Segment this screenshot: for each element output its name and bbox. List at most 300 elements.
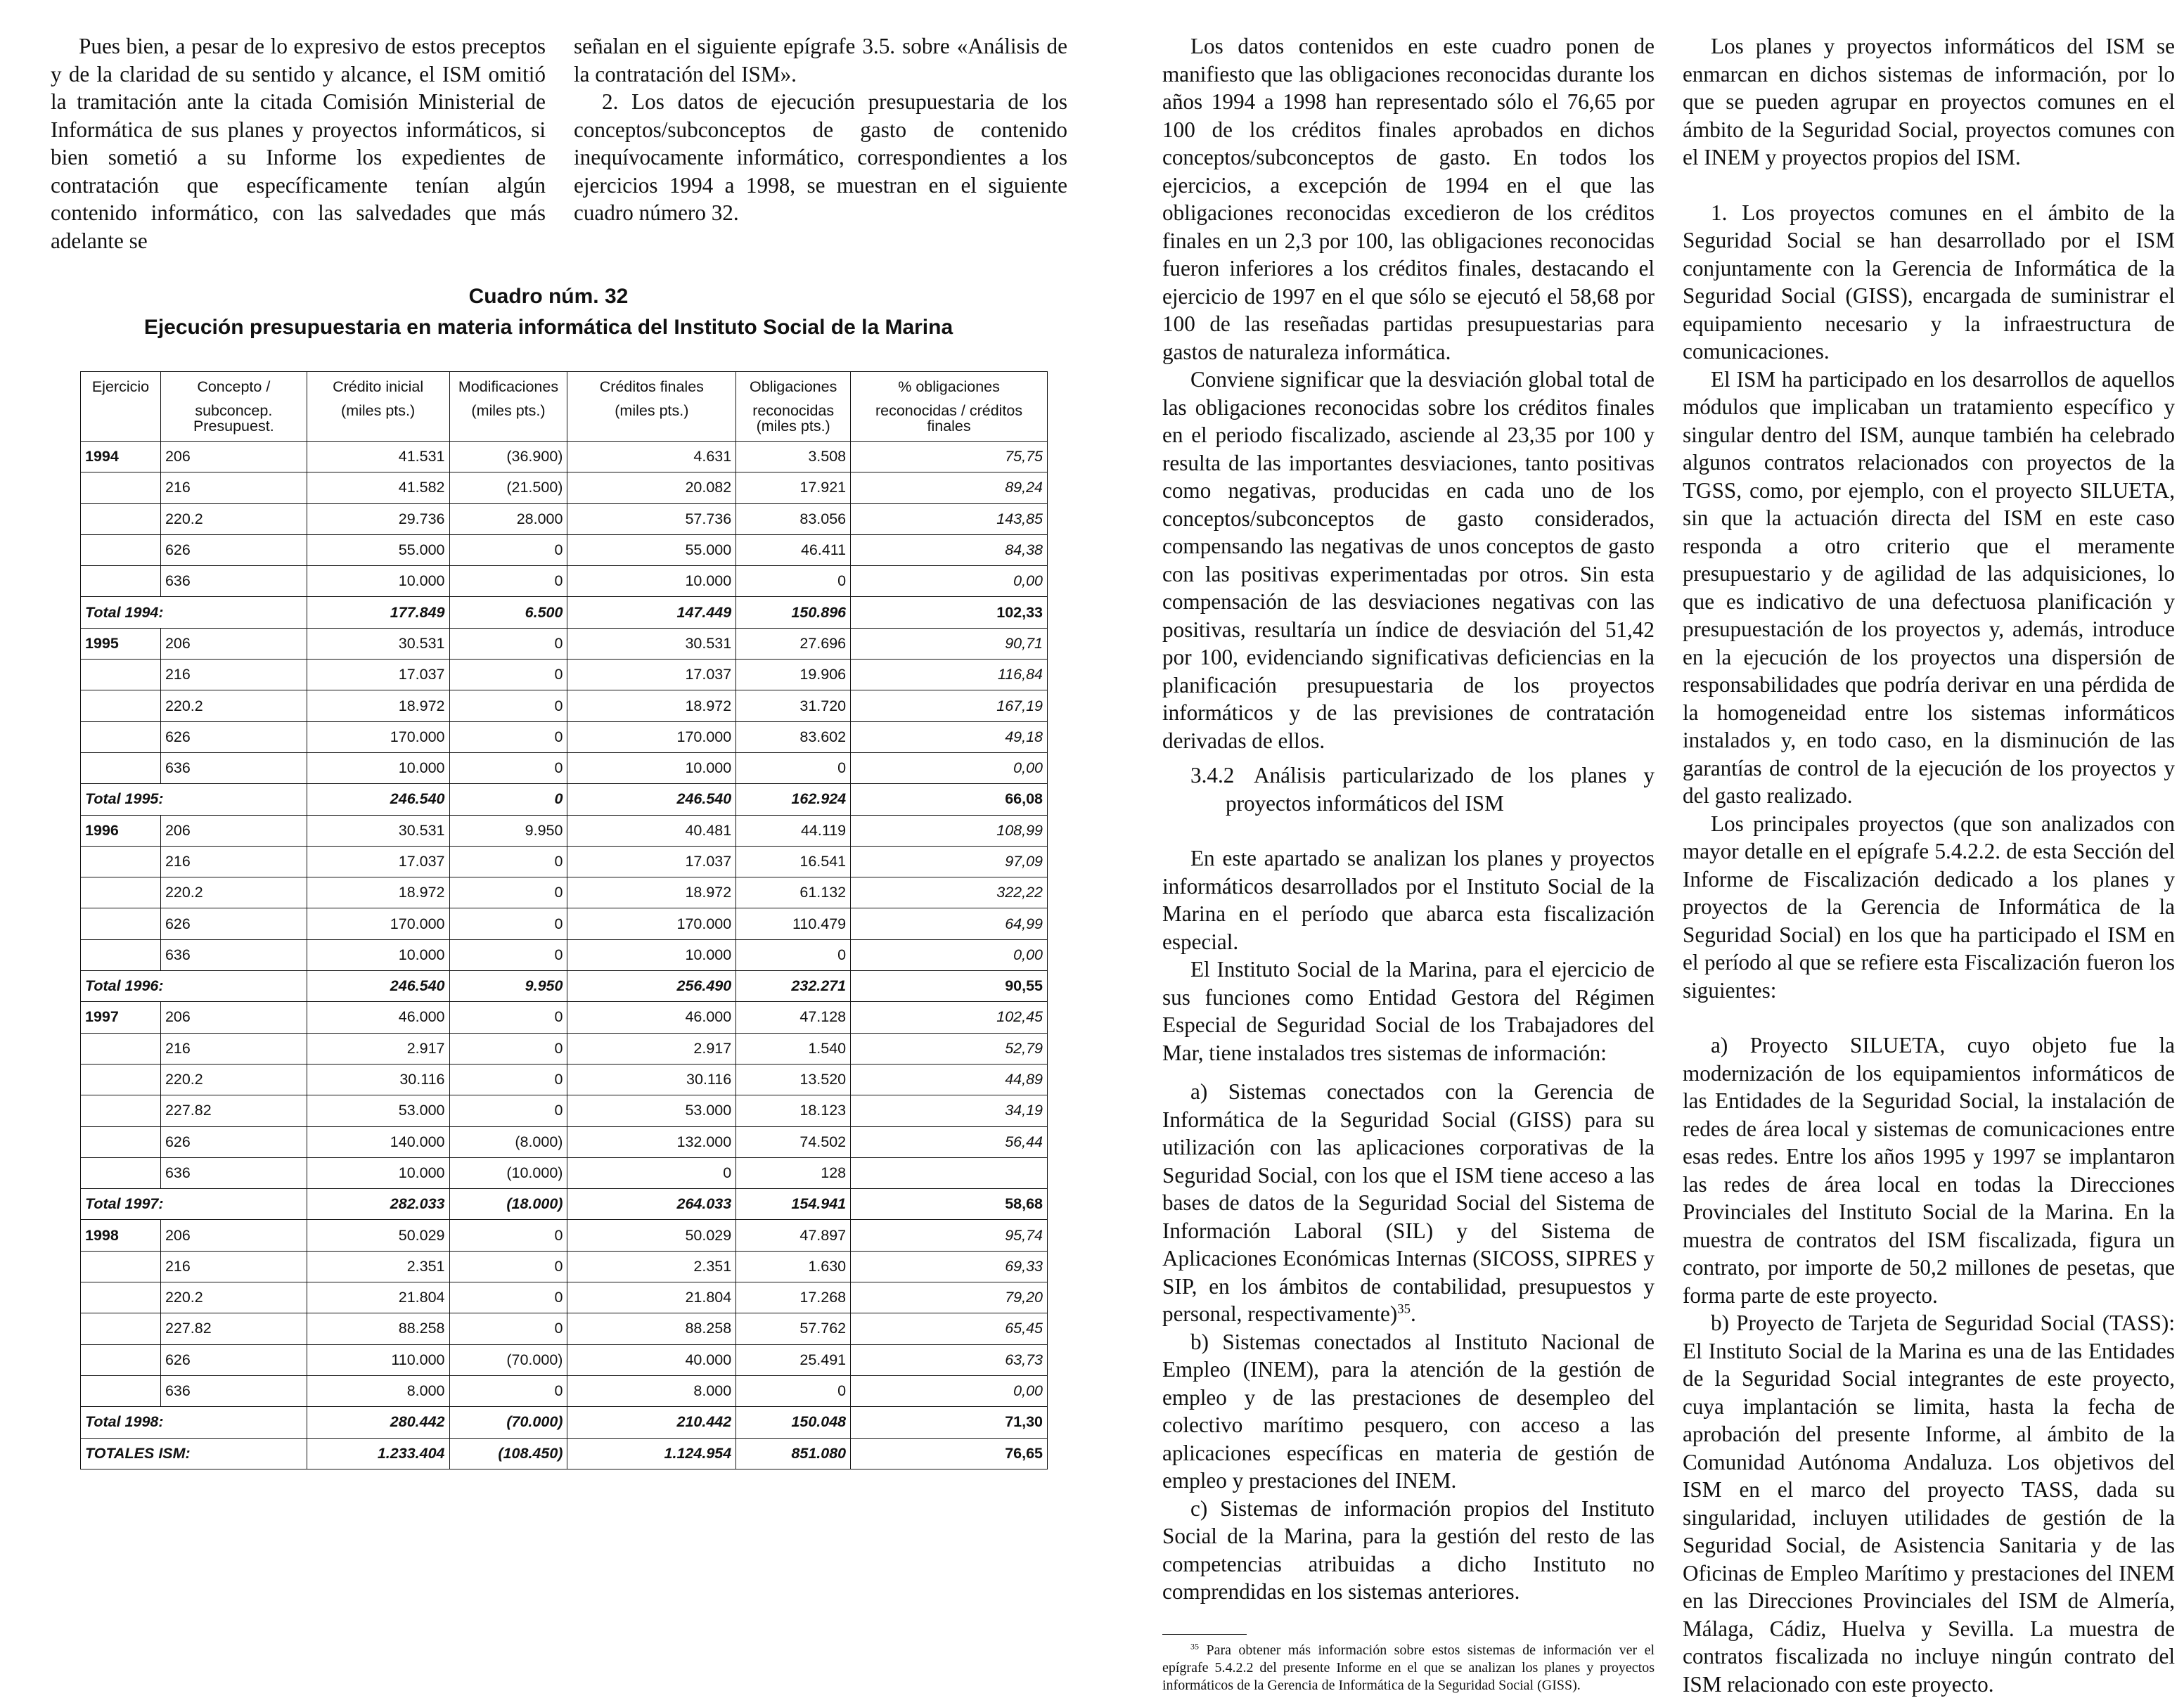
value-cell: 34,19: [851, 1095, 1048, 1126]
year-cell: [81, 1126, 161, 1157]
value-cell: 10.000: [307, 939, 449, 970]
table-row: [81, 1157, 1048, 1188]
header-row: [81, 394, 1048, 418]
value-cell: 0: [449, 939, 567, 970]
value-cell: 65,45: [851, 1313, 1048, 1344]
year-cell: [81, 472, 161, 503]
value-cell: 0: [567, 1157, 736, 1188]
value-cell: 89,24: [851, 472, 1048, 503]
concept-cell: 206: [160, 1220, 307, 1251]
year-cell: [81, 877, 161, 908]
value-cell: 41.531: [307, 442, 449, 472]
total-value: 280.442: [307, 1407, 449, 1438]
table-row: [81, 690, 1048, 721]
concept-cell: 216: [160, 846, 307, 877]
value-cell: 170.000: [307, 908, 449, 939]
value-cell: 30.116: [307, 1064, 449, 1095]
year-cell: 1994: [81, 442, 161, 472]
paragraph: El ISM ha participado en los desarrollos de aquellos módulos que implicaban un tratamiento específico y singular dentro del ISM, aunque también ha celebrado algunos contratos relacionados con proyectos de la TGSS, como, por ejemplo, con el proyecto SILUETA, sin que la actuación directa del ISM en este caso responda a otro criterio que el meramente presupuestario y de agilidad de las adquisiciones, lo que es indicativo de una defectuosa planificación y presupuestación de los proyectos y, además, introduce en la ejecución de los proyectos una dispersión de responsabilidades que podría derivar en una pérdida de la homogeneidad entre los sistemas informáticos instalados y, en todo caso, en la disminución de las garantías de control de la ejecución de los proyectos y del gasto realizado.: [1683, 366, 2175, 808]
paragraph: Los principales proyectos (que son analizados con mayor detalle en el epígrafe 5.4.2.2. de esta Sección del Informe de Fiscalización dedicado a los planes y proyectos de la Gerencia de Informática de la Seguridad Social) en los que ha participado el ISM en el período al que se refiere esta Fiscalización fueron los siguientes:: [1683, 811, 2175, 1003]
value-cell: 28.000: [449, 503, 567, 534]
value-cell: 116,84: [851, 660, 1048, 690]
table-row: [81, 472, 1048, 503]
value-cell: 9.950: [449, 815, 567, 846]
year-cell: [81, 1313, 161, 1344]
value-cell: 18.972: [567, 690, 736, 721]
total-value: 102,33: [851, 597, 1048, 628]
total-value: 150.896: [736, 597, 851, 628]
year-cell: [81, 721, 161, 752]
value-cell: 25.491: [736, 1344, 851, 1375]
value-cell: 30.116: [567, 1064, 736, 1095]
table-row: [81, 660, 1048, 690]
value-cell: 8.000: [567, 1375, 736, 1406]
total-value: 6.500: [449, 597, 567, 628]
paragraph: Los planes y proyectos informáticos del ISM se enmarcan en dichos sistemas de información, por lo que se pueden agrupar en proyectos comunes en el ámbito de la Seguridad Social, proyectos comunes con el INEM y proyectos propios del ISM.: [1683, 34, 2175, 169]
table-row: [81, 1095, 1048, 1126]
value-cell: 0,00: [851, 1375, 1048, 1406]
total-value: 210.442: [567, 1407, 736, 1438]
grand-total-label: TOTALES ISM:: [81, 1438, 307, 1469]
right-col-1: [1162, 32, 1655, 1694]
year-cell: [81, 1157, 161, 1188]
total-value: 282.033: [307, 1189, 449, 1220]
value-cell: 0: [449, 1095, 567, 1126]
value-cell: 1.540: [736, 1033, 851, 1064]
concept-cell: 206: [160, 1002, 307, 1033]
value-cell: 0: [449, 752, 567, 783]
value-cell: 132.000: [567, 1126, 736, 1157]
table-row: [81, 1251, 1048, 1282]
total-label: Total 1996:: [81, 971, 307, 1002]
table-caption-number: Cuadro núm. 32: [468, 285, 629, 308]
value-cell: 3.508: [736, 442, 851, 472]
value-cell: 0: [736, 939, 851, 970]
value-cell: 21.804: [307, 1282, 449, 1313]
value-cell: 17.037: [307, 846, 449, 877]
table-row: [81, 752, 1048, 783]
concept-cell: 626: [160, 534, 307, 565]
value-cell: (8.000): [449, 1126, 567, 1157]
value-cell: 44,89: [851, 1064, 1048, 1095]
year-cell: [81, 1344, 161, 1375]
year-cell: [81, 752, 161, 783]
value-cell: 8.000: [307, 1375, 449, 1406]
value-cell: 50.029: [567, 1220, 736, 1251]
value-cell: 0: [449, 908, 567, 939]
paragraph: a) Sistemas conectados con la Gerencia de Informática de la Seguridad Social (GISS) para su utilización con las aplicaciones corporativas de la Seguridad Social, con los que el ISM tiene acceso a las bases de datos de la Seguridad Social del Sistema de Información Laboral (SIL) y del Sistema de Aplicaciones Económicas Internas (SICOSS, SIPRES y SIP, en los ámbitos de contabilidad, presupuestos y personal, respectivamente)$^{35}$.: [1162, 1079, 1655, 1326]
paragraph: b) Proyecto de Tarjeta de Seguridad Social (TASS): El Instituto Social de la Marina es una de las Entidades de la Seguridad Social integrantes de este proyecto, cuya implantación se limita, hasta la fecha de aprobación del presente Informe, al ámbito de la Comunidad Autónoma Andaluza. Los objetivos del ISM en el marco del proyecto TASS, dada su singularidad, incluyen utilidades de gestión de la Seguridad Social, de Asistencia Sanitaria y de las Oficinas de Empleo Marítimo y prestaciones del INEM en las Direcciones Provinciales del ISM de Almería, Málaga, Cádiz, Huelva y Sevilla. La muestra de contratos fiscalizada no incluye ningún contrato del ISM relacionado con este proyecto.: [1683, 1311, 2175, 1697]
value-cell: 97,09: [851, 846, 1048, 877]
year-cell: [81, 534, 161, 565]
total-value: 256.490: [567, 971, 736, 1002]
value-cell: 0: [449, 846, 567, 877]
value-cell: 18.972: [307, 877, 449, 908]
value-cell: 41.582: [307, 472, 449, 503]
value-cell: 0: [449, 1064, 567, 1095]
value-cell: 95,74: [851, 1220, 1048, 1251]
total-value: 246.540: [567, 784, 736, 815]
left-col-2: [574, 32, 1067, 227]
table-row: [81, 939, 1048, 970]
total-row: [81, 597, 1048, 628]
value-cell: 102,45: [851, 1002, 1048, 1033]
year-cell: 1995: [81, 628, 161, 659]
grand-total-value: (108.450): [449, 1438, 567, 1469]
left-page: [0, 0, 1092, 1685]
value-cell: 53.000: [567, 1095, 736, 1126]
year-cell: [81, 1375, 161, 1406]
value-cell: 10.000: [307, 752, 449, 783]
value-cell: 170.000: [567, 908, 736, 939]
concept-cell: 636: [160, 752, 307, 783]
value-cell: 143,85: [851, 503, 1048, 534]
year-cell: [81, 939, 161, 970]
value-cell: 18.972: [307, 690, 449, 721]
value-cell: 40.481: [567, 815, 736, 846]
total-value: 246.540: [307, 971, 449, 1002]
value-cell: 53.000: [307, 1095, 449, 1126]
value-cell: 0: [449, 566, 567, 597]
value-cell: 0: [449, 1002, 567, 1033]
value-cell: 29.736: [307, 503, 449, 534]
paragraph: c) Sistemas de información propios del Instituto Social de la Marina, para la gestión del resto de las competencias atribuidas a dicho Instituto no comprendidas en los sistemas anteriores.: [1162, 1496, 1655, 1604]
total-value: 90,55: [851, 971, 1048, 1002]
grand-total-row: [81, 1438, 1048, 1469]
value-cell: 13.520: [736, 1064, 851, 1095]
table-row: [81, 1126, 1048, 1157]
value-cell: 63,73: [851, 1344, 1048, 1375]
value-cell: 88.258: [307, 1313, 449, 1344]
concept-cell: 220.2: [160, 877, 307, 908]
table-row: [81, 628, 1048, 659]
budget-table: [80, 371, 1048, 1469]
total-label: Total 1995:: [81, 784, 307, 815]
concept-cell: 626: [160, 721, 307, 752]
concept-cell: 636: [160, 939, 307, 970]
total-label: Total 1997:: [81, 1189, 307, 1220]
value-cell: 0: [736, 752, 851, 783]
value-cell: 30.531: [307, 628, 449, 659]
value-cell: 0: [449, 721, 567, 752]
year-cell: [81, 690, 161, 721]
year-cell: [81, 908, 161, 939]
value-cell: 16.541: [736, 846, 851, 877]
total-row: [81, 784, 1048, 815]
value-cell: 0: [449, 534, 567, 565]
value-cell: 10.000: [307, 1157, 449, 1188]
paragraph: Conviene significar que la desviación global total de las obligaciones reconocidas sobre los créditos finales en el periodo fiscalizado, asciende al 23,35 por 100 y resulta de las importantes desviaciones, tanto positivas como negativas, producidas en cada uno de los conceptos/subconceptos de gasto considerados, compensando las negativas de unos conceptos de gasto con las positivas experimentadas por otros. Sin esta compensación de las desviaciones negativas con las positivas, resultaría un índice de desviación del 51,42 por 100, evidenciando significativas deficiencias en la planificación presupuestaria de los proyectos informáticos y de las previsiones de contratación derivadas de ellos.: [1162, 367, 1655, 753]
column-header: subconcep.: [160, 394, 307, 418]
concept-cell: 220.2: [160, 690, 307, 721]
value-cell: 61.132: [736, 877, 851, 908]
value-cell: 84,38: [851, 534, 1048, 565]
table-row: [81, 908, 1048, 939]
year-cell: [81, 503, 161, 534]
section-heading: [1162, 761, 1655, 817]
total-value: 0: [449, 784, 567, 815]
value-cell: 0,00: [851, 752, 1048, 783]
concept-cell: 227.82: [160, 1313, 307, 1344]
value-cell: 49,18: [851, 721, 1048, 752]
value-cell: 50.029: [307, 1220, 449, 1251]
value-cell: 167,19: [851, 690, 1048, 721]
total-value: 9.950: [449, 971, 567, 1002]
value-cell: 52,79: [851, 1033, 1048, 1064]
table-row: [81, 1282, 1048, 1313]
paragraph: b) Sistemas conectados al Instituto Nacional de Empleo (INEM), para la atención de la gestión de empleo y de las prestaciones de desempleo del colectivo marítimo pesquero, con acceso a las aplicaciones específicas en materia de gestión de empleo y prestaciones del INEM.: [1162, 1329, 1655, 1493]
table-row: [81, 566, 1048, 597]
value-cell: 74.502: [736, 1126, 851, 1157]
value-cell: 17.268: [736, 1282, 851, 1313]
value-cell: 128: [736, 1157, 851, 1188]
value-cell: 44.119: [736, 815, 851, 846]
value-cell: 47.897: [736, 1220, 851, 1251]
concept-cell: 216: [160, 472, 307, 503]
value-cell: 56,44: [851, 1126, 1048, 1157]
total-value: 232.271: [736, 971, 851, 1002]
concept-cell: 626: [160, 908, 307, 939]
value-cell: 110.000: [307, 1344, 449, 1375]
column-header: Crédito inicial: [307, 372, 449, 395]
value-cell: 20.082: [567, 472, 736, 503]
total-value: (18.000): [449, 1189, 567, 1220]
table-row: [81, 1313, 1048, 1344]
grand-total-value: 1.233.404: [307, 1438, 449, 1469]
value-cell: 0: [449, 690, 567, 721]
column-header: [449, 418, 567, 442]
footnote-ref[interactable]: 35: [1397, 1301, 1411, 1317]
concept-cell: 227.82: [160, 1095, 307, 1126]
concept-cell: 636: [160, 566, 307, 597]
value-cell: 10.000: [307, 566, 449, 597]
total-label: Total 1994:: [81, 597, 307, 628]
value-cell: 4.631: [567, 442, 736, 472]
value-cell: 19.906: [736, 660, 851, 690]
paragraph: En este apartado se analizan los planes y proyectos informáticos desarrollados por el Instituto Social de la Marina en el período que abarca esta fiscalización especial.: [1162, 846, 1655, 954]
total-row: [81, 971, 1048, 1002]
column-header: (miles pts.): [449, 394, 567, 418]
table-caption-title: Ejecución presupuestaria en materia informática del Instituto Social de la Marina: [143, 316, 953, 339]
column-header: [81, 394, 161, 418]
column-header: % obligaciones: [851, 372, 1048, 395]
table-row: [81, 1344, 1048, 1375]
value-cell: 0: [449, 1313, 567, 1344]
concept-cell: 220.2: [160, 1064, 307, 1095]
year-cell: [81, 1282, 161, 1313]
table-row: [81, 534, 1048, 565]
column-header: Concepto /: [160, 372, 307, 395]
value-cell: 88.258: [567, 1313, 736, 1344]
value-cell: 2.351: [307, 1251, 449, 1282]
column-header: [81, 418, 161, 442]
value-cell: 55.000: [567, 534, 736, 565]
value-cell: 18.123: [736, 1095, 851, 1126]
value-cell: 30.531: [307, 815, 449, 846]
concept-cell: 626: [160, 1344, 307, 1375]
header-row: [81, 418, 1048, 442]
year-cell: 1996: [81, 815, 161, 846]
total-value: 58,68: [851, 1189, 1048, 1220]
value-cell: 0,00: [851, 939, 1048, 970]
value-cell: 110.479: [736, 908, 851, 939]
grand-total-value: 851.080: [736, 1438, 851, 1469]
value-cell: 0: [449, 1220, 567, 1251]
value-cell: (10.000): [449, 1157, 567, 1188]
value-cell: 55.000: [307, 534, 449, 565]
table-row: [81, 877, 1048, 908]
value-cell: 0: [449, 1251, 567, 1282]
column-header: [307, 418, 449, 442]
value-cell: 57.736: [567, 503, 736, 534]
value-cell: 322,22: [851, 877, 1048, 908]
concept-cell: 626: [160, 1126, 307, 1157]
value-cell: 0: [449, 1375, 567, 1406]
total-value: 162.924: [736, 784, 851, 815]
table-row: [81, 1220, 1048, 1251]
value-cell: 2.351: [567, 1251, 736, 1282]
value-cell: 40.000: [567, 1344, 736, 1375]
value-cell: 46.411: [736, 534, 851, 565]
value-cell: (21.500): [449, 472, 567, 503]
column-header: Modificaciones: [449, 372, 567, 395]
concept-cell: 216: [160, 660, 307, 690]
value-cell: 0: [449, 660, 567, 690]
paragraph: señalan en el siguiente epígrafe 3.5. sobre «Análisis de la contratación del ISM».: [574, 34, 1067, 86]
value-cell: 83.056: [736, 503, 851, 534]
value-cell: 140.000: [307, 1126, 449, 1157]
paragraph: El Instituto Social de la Marina, para el ejercicio de sus funciones como Entidad Gestora del Régimen Especial de Seguridad Social de los Trabajadores del Mar, tiene instalados tres sistemas de información:: [1162, 957, 1655, 1065]
value-cell: 90,71: [851, 628, 1048, 659]
column-header: (miles pts.): [307, 394, 449, 418]
value-cell: 10.000: [567, 566, 736, 597]
total-value: 66,08: [851, 784, 1048, 815]
value-cell: 108,99: [851, 815, 1048, 846]
value-cell: 47.128: [736, 1002, 851, 1033]
value-cell: 0: [449, 628, 567, 659]
paragraph: Pues bien, a pesar de lo expresivo de estos preceptos y de la claridad de su sentido y alcance, el ISM omitió la tramitación ante la citada Comisión Ministerial de Informática de sus planes y proyectos informáticos, si bien sometió a su Informe los expedientes de contratación que específicamente tenían algún contenido informático, con las salvedades que más adelante se: [51, 34, 546, 253]
value-cell: 170.000: [567, 721, 736, 752]
value-cell: 17.037: [567, 846, 736, 877]
column-header: Presupuest.: [160, 418, 307, 442]
left-col-1: [51, 32, 546, 255]
table-row: [81, 442, 1048, 472]
year-cell: [81, 1033, 161, 1064]
right-page: [1092, 0, 2184, 1697]
value-cell: 17.037: [567, 660, 736, 690]
total-value: 177.849: [307, 597, 449, 628]
value-cell: 79,20: [851, 1282, 1048, 1313]
year-cell: [81, 1251, 161, 1282]
column-header: Ejercicio: [81, 372, 161, 395]
year-cell: [81, 566, 161, 597]
column-header: [567, 418, 736, 442]
year-cell: 1997: [81, 1002, 161, 1033]
total-value: 150.048: [736, 1407, 851, 1438]
footnote-separator: [1162, 1634, 1247, 1635]
total-value: 147.449: [567, 597, 736, 628]
column-header: Obligaciones: [736, 372, 851, 395]
table-row: [81, 1064, 1048, 1095]
year-cell: [81, 1095, 161, 1126]
year-cell: [81, 660, 161, 690]
paragraph: a) Proyecto SILUETA, cuyo objeto fue la modernización de los equipamientos informáticos de las Entidades de la Seguridad Social, la instalación de redes de área local y sistemas de comunicaciones entre esas redes. Entre los años 1995 y 1997 se implantaron las redes de área local en todas la Direcciones Provinciales del Instituto Social de la Marina. En la muestra de contratos del ISM fiscalizada, figura un contrato, por importe de 50,2 millones de pesetas, que forma parte de este proyecto.: [1683, 1033, 2175, 1308]
value-cell: 10.000: [567, 752, 736, 783]
value-cell: 27.696: [736, 628, 851, 659]
value-cell: 17.037: [307, 660, 449, 690]
total-label: Total 1998:: [81, 1407, 307, 1438]
value-cell: 0: [736, 566, 851, 597]
value-cell: 0: [449, 1282, 567, 1313]
total-value: (70.000): [449, 1407, 567, 1438]
paragraph: 1. Los proyectos comunes en el ámbito de la Seguridad Social se han desarrollado por el ISM conjuntamente con la Gerencia de Informática de la Seguridad Social (GISS), encargada de suministrar el equipamiento necesario y la infraestructura de comunicaciones.: [1683, 200, 2175, 364]
header-row: [81, 372, 1048, 395]
column-header: reconocidas: [736, 394, 851, 418]
section-number: 3.4.2: [1190, 763, 1235, 787]
value-cell: 83.602: [736, 721, 851, 752]
table-row: [81, 503, 1048, 534]
value-cell: 0: [736, 1375, 851, 1406]
right-col-2: [1683, 32, 2175, 1698]
concept-cell: 206: [160, 628, 307, 659]
value-cell: (36.900): [449, 442, 567, 472]
value-cell: 75,75: [851, 442, 1048, 472]
value-cell: (70.000): [449, 1344, 567, 1375]
column-header: Créditos finales: [567, 372, 736, 395]
value-cell: 0,00: [851, 566, 1048, 597]
column-header: (miles pts.): [567, 394, 736, 418]
grand-total-value: 76,65: [851, 1438, 1048, 1469]
value-cell: 69,33: [851, 1251, 1048, 1282]
total-row: [81, 1407, 1048, 1438]
value-cell: [851, 1157, 1048, 1188]
concept-cell: 206: [160, 442, 307, 472]
value-cell: 64,99: [851, 908, 1048, 939]
concept-cell: 636: [160, 1157, 307, 1188]
concept-cell: 220.2: [160, 1282, 307, 1313]
value-cell: 46.000: [307, 1002, 449, 1033]
year-cell: [81, 846, 161, 877]
table-row: [81, 846, 1048, 877]
table-row: [81, 815, 1048, 846]
value-cell: 18.972: [567, 877, 736, 908]
value-cell: 1.630: [736, 1251, 851, 1282]
concept-cell: 220.2: [160, 503, 307, 534]
footnote: $^{35}$ Para obtener más información sobre estos sistemas de información ver el epígrafe 5.4.2.2 del presente Informe en el que se analizan los planes y proyectos informáticos de la Gerencia de Informática de la Seguridad Social (GISS).: [1162, 1640, 1655, 1693]
value-cell: 21.804: [567, 1282, 736, 1313]
column-header: finales: [851, 418, 1048, 442]
value-cell: 17.921: [736, 472, 851, 503]
table-row: [81, 1002, 1048, 1033]
paragraph: Los datos contenidos en este cuadro ponen de manifiesto que las obligaciones reconocidas durante los años 1994 a 1998 han representado sólo el 76,65 por 100 de los créditos finales aprobados en dichos conceptos/subconceptos de gasto. En todos los ejercicios, a excepción de 1994 en el que las obligaciones reconocidas excedieron de los créditos finales en un 2,3 por 100, las obligaciones reconocidas fueron inferiores a los créditos finales, destacando el ejercicio de 1997 en el que sólo se ejecutó el 58,68 por 100 de las reseñadas partidas presupuestarias para gastos de naturaleza informática.: [1162, 34, 1655, 364]
value-cell: 31.720: [736, 690, 851, 721]
value-cell: 0: [449, 1033, 567, 1064]
concept-cell: 206: [160, 815, 307, 846]
total-value: 71,30: [851, 1407, 1048, 1438]
value-cell: 57.762: [736, 1313, 851, 1344]
paragraph: 2. Los datos de ejecución presupuestaria de los conceptos/subconceptos de gasto de contenido inequívocamente informático, correspondientes a los ejercicios 1994 a 1998, se muestran en el siguiente cuadro número 32.: [574, 89, 1067, 225]
value-cell: 170.000: [307, 721, 449, 752]
table-row: [81, 1375, 1048, 1406]
year-cell: [81, 1064, 161, 1095]
column-header: (miles pts.): [736, 418, 851, 442]
total-row: [81, 1189, 1048, 1220]
section-title: Análisis particularizado de los planes y proyectos informáticos del ISM: [1226, 763, 1655, 816]
footnote-number: 35: [1190, 1640, 1199, 1651]
value-cell: 0: [449, 877, 567, 908]
value-cell: 2.917: [567, 1033, 736, 1064]
total-value: 264.033: [567, 1189, 736, 1220]
